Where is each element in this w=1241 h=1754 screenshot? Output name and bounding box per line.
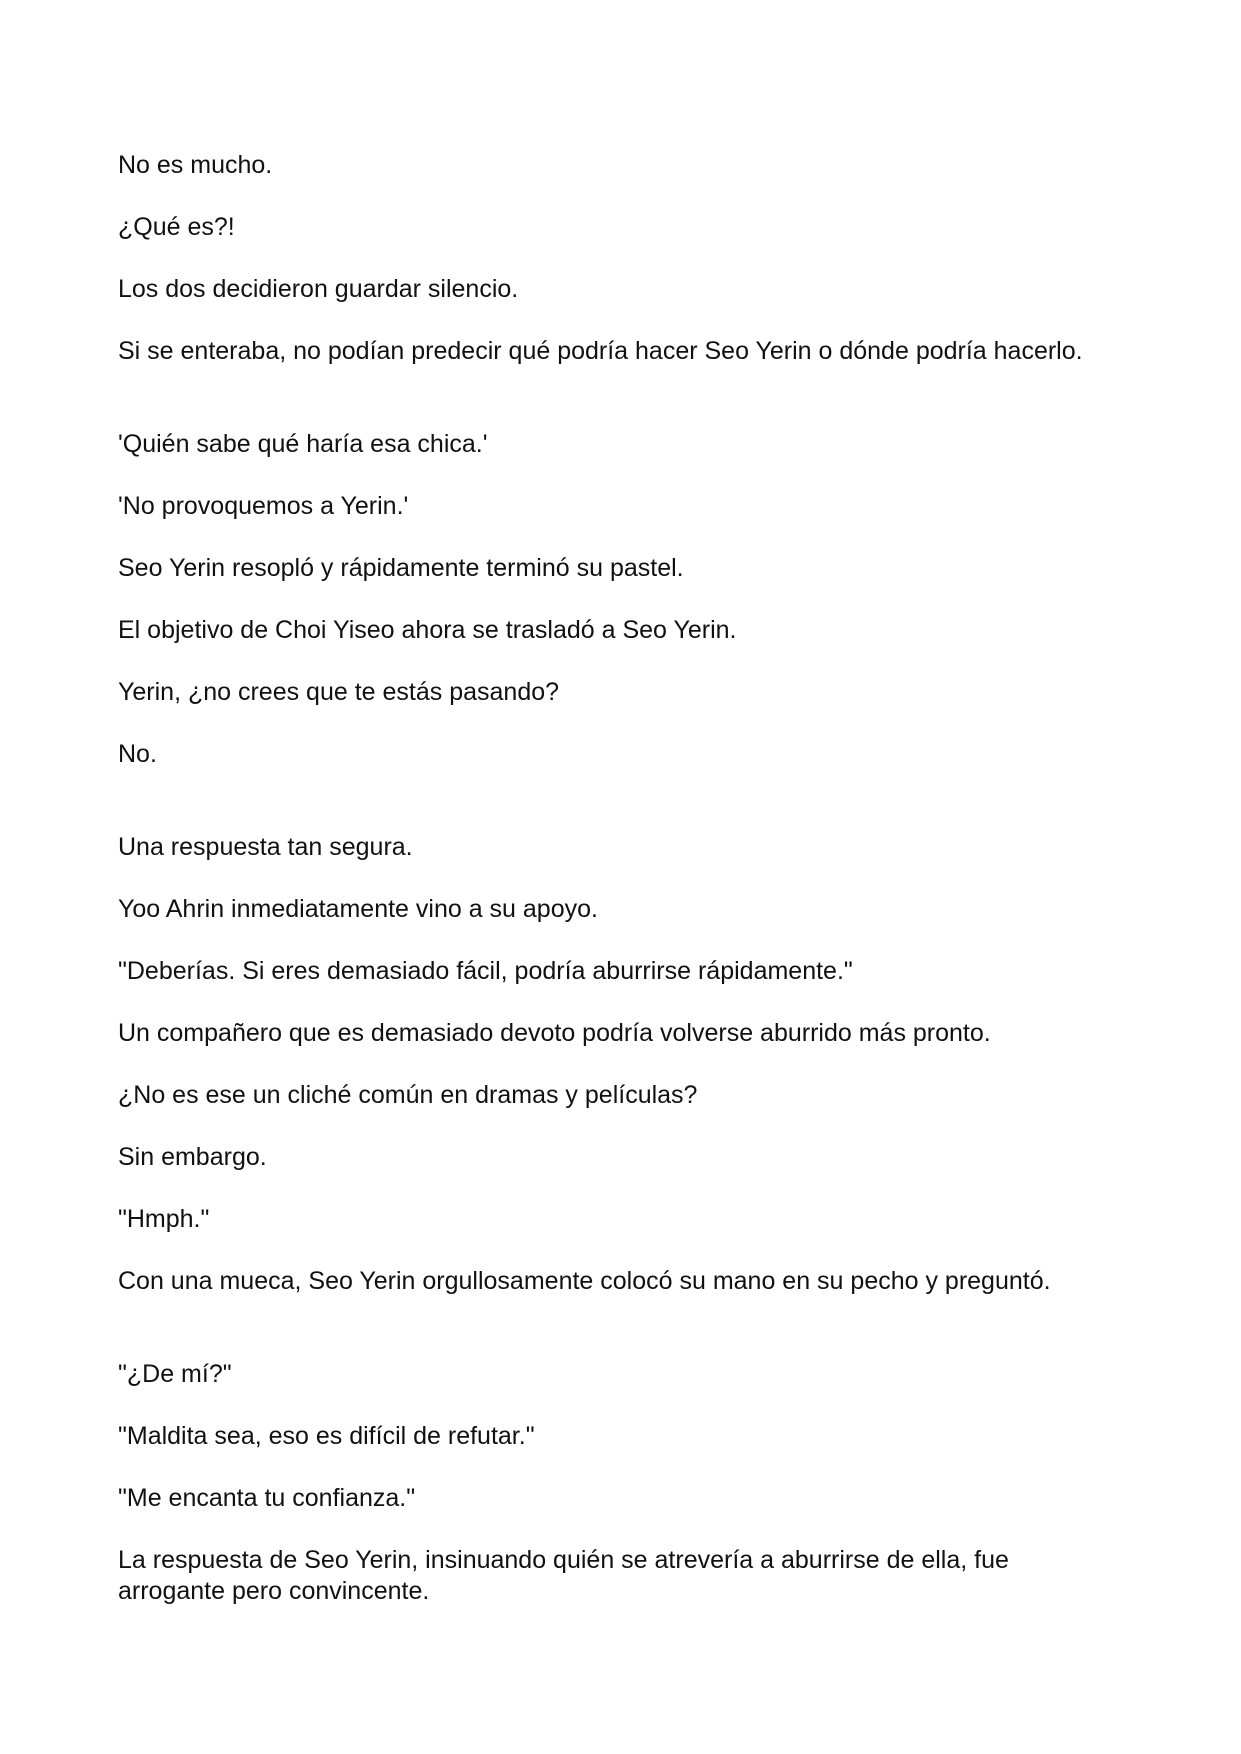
paragraph: Un compañero que es demasiado devoto podría volverse aburrido más pronto. [118, 1019, 991, 1047]
paragraph: ¿No es ese un cliché común en dramas y películas? [118, 1081, 698, 1109]
paragraph: La respuesta de Seo Yerin, insinuando quién se atrevería a aburrirse de ella, fue arrogante pero convincente. [118, 1546, 1009, 1605]
paragraph: "Hmph." [118, 1205, 210, 1233]
paragraph: Si se enteraba, no podían predecir qué podría hacer Seo Yerin o dónde podría hacerlo. [118, 337, 1083, 365]
paragraph: Seo Yerin resopló y rápidamente terminó su pastel. [118, 554, 684, 582]
paragraph: "Maldita sea, eso es difícil de refutar." [118, 1422, 535, 1450]
paragraph: El objetivo de Choi Yiseo ahora se trasladó a Seo Yerin. [118, 616, 737, 644]
paragraph: Sin embargo. [118, 1143, 267, 1171]
paragraph: Con una mueca, Seo Yerin orgullosamente colocó su mano en su pecho y preguntó. [118, 1267, 1051, 1295]
paragraph: Una respuesta tan segura. [118, 833, 413, 861]
paragraph: 'Quién sabe qué haría esa chica.' [118, 430, 488, 458]
paragraph: Los dos decidieron guardar silencio. [118, 275, 519, 303]
paragraph: No. [118, 740, 157, 768]
paragraph: No es mucho. [118, 151, 273, 179]
paragraph: "Deberías. Si eres demasiado fácil, podría aburrirse rápidamente." [118, 957, 853, 985]
paragraph: ¿Qué es?! [118, 213, 235, 241]
paragraph: Yoo Ahrin inmediatamente vino a su apoyo. [118, 895, 598, 923]
paragraph: "Me encanta tu confianza." [118, 1484, 416, 1512]
paragraph: 'No provoquemos a Yerin.' [118, 492, 409, 520]
paragraph: Yerin, ¿no crees que te estás pasando? [118, 678, 560, 706]
paragraph: "¿De mí?" [118, 1360, 232, 1388]
